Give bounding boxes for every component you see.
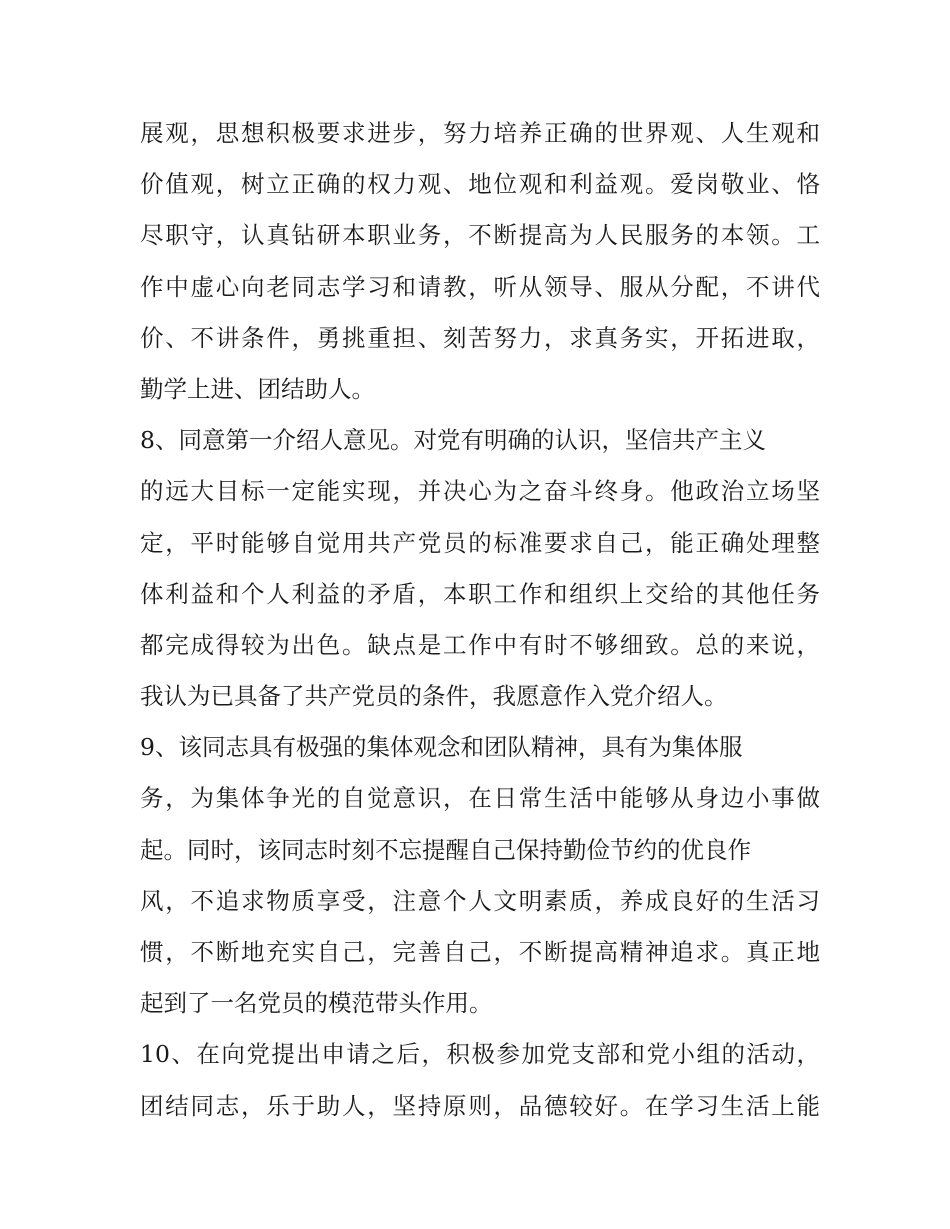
text-line: 作中虚心向老同志学习和请教，听从领导、服从分配，不讲代 (140, 272, 820, 301)
text-line: 起。同时，该同志时刻不忘提醒自己保持勤俭节约的优良作 (140, 835, 751, 864)
text-line: 惯，不断地充实自己，完善自己，不断提高精神追求。真正地 (140, 938, 820, 966)
text-line: 价值观，树立正确的权力观、地位观和利益观。爱岗敬业、恪 (140, 170, 820, 199)
text-line: 起到了一名党员的模范带头作用。 (140, 989, 493, 1018)
text-line: 定，平时能够自觉用共产党员的标准要求自己，能正确处理整 (140, 528, 820, 557)
paragraph-9-start: 9、该同志具有极强的集体观念和团队精神，具有为集体服 (140, 733, 743, 762)
text-line: 的远大目标一定能实现，并决心为之奋斗终身。他政治立场坚 (140, 477, 820, 506)
text-line: 体利益和个人利益的矛盾，本职工作和组织上交给的其他任务 (140, 579, 820, 608)
text-line: 展观，思想积极要求进步，努力培养正确的世界观、人生观和 (140, 119, 820, 147)
text-line: 我认为已具备了共产党员的条件，我愿意作入党介绍人。 (140, 682, 728, 711)
document-body (140, 108, 820, 1132)
text-line: 务，为集体争光的自觉意识，在日常生活中能够从身边小事做 (140, 784, 820, 813)
text-line: 风，不追求物质享受，注意个人文明素质，养成良好的生活习 (140, 886, 820, 915)
paragraph-8-start: 8、同意第一介绍人意见。对党有明确的认识，坚信共产主义 (140, 426, 766, 455)
text-line: 尽职守，认真钻研本职业务，不断提高为人民服务的本领。工 (140, 221, 820, 250)
paragraph-10-start: 10、在向党提出申请之后，积极参加党支部和党小组的活动， (140, 1040, 820, 1069)
text-line: 价、不讲条件，勇挑重担、刻苦努力，求真务实，开拓进取， (140, 323, 820, 352)
text-line: 都完成得较为出色。缺点是工作中有时不够细致。总的来说， (140, 630, 820, 659)
text-line: 勤学上进、团结助人。 (140, 374, 375, 403)
text-line: 团结同志，乐于助人，坚持原则，品德较好。在学习生活上能 (140, 1091, 820, 1120)
